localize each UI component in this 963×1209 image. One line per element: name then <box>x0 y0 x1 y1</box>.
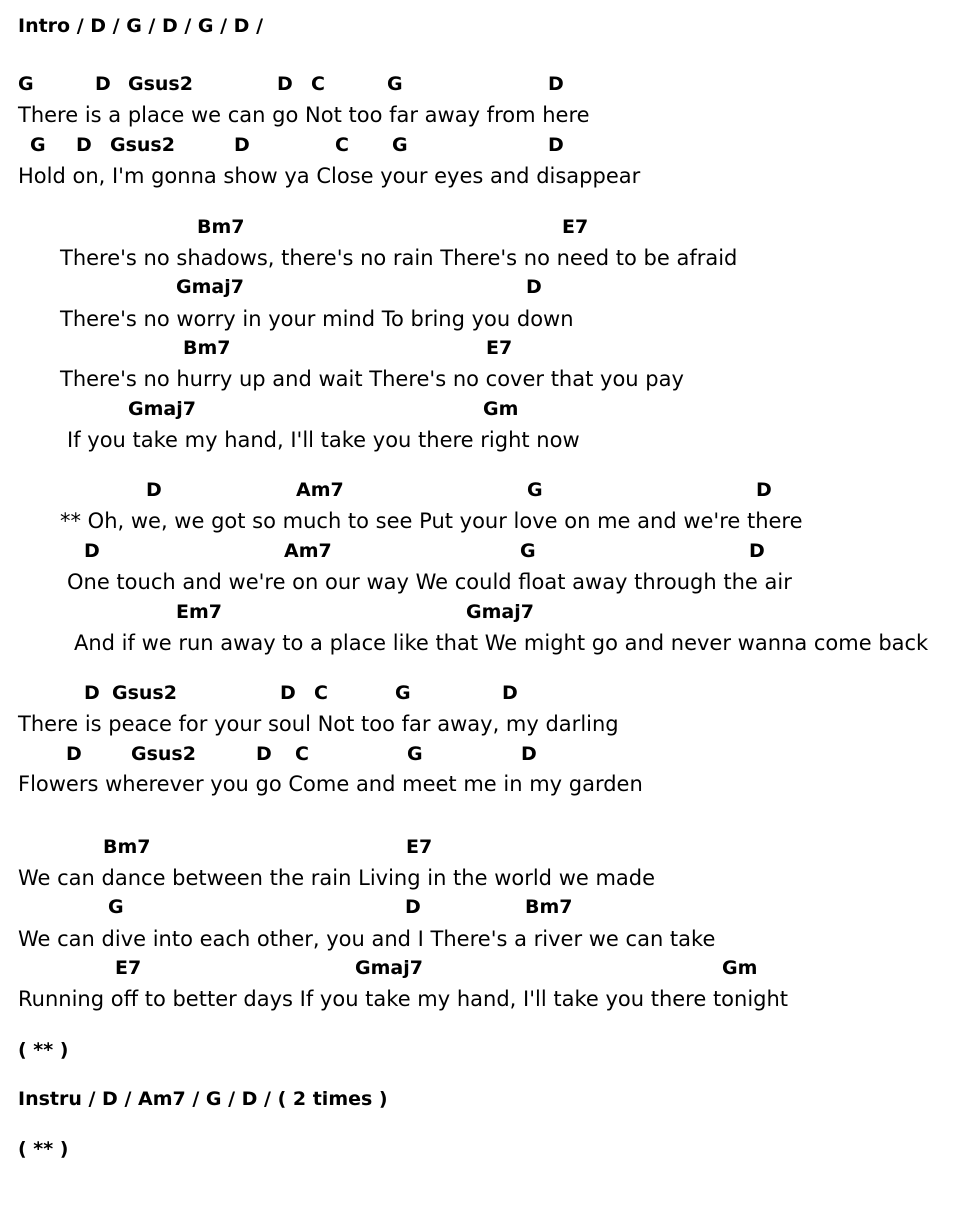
lyric-text: We can dance between the rain Living in the world we made <box>18 866 656 890</box>
chord: D <box>146 479 162 501</box>
chord: D <box>526 276 542 298</box>
prechorus1-chords-2 <box>0 275 542 299</box>
chorus-chords-2 <box>0 539 765 563</box>
prechorus2-chords-1 <box>0 835 433 859</box>
chorus-lyric-3 <box>0 629 929 657</box>
verse1-lyric-2 <box>0 162 641 190</box>
chorus-lyric-2 <box>0 568 792 596</box>
chord: Gmaj7 <box>176 276 244 298</box>
chord: G <box>387 73 403 95</box>
chord: Gm <box>722 957 758 979</box>
chord: G <box>527 479 543 501</box>
chord: D <box>548 73 564 95</box>
verse2-chords-1 <box>0 681 518 705</box>
prechorus2-lyric-3 <box>0 985 789 1013</box>
chord: D <box>749 540 765 562</box>
intro-text: Intro / D / G / D / G / D / <box>18 15 264 37</box>
chord: D <box>756 479 772 501</box>
repeat-marker: ( ** ) <box>18 1138 69 1160</box>
repeat-chorus-2 <box>0 1137 69 1161</box>
chord: D <box>84 682 100 704</box>
lyric-text: We can dive into each other, you and I There's a river we can take <box>18 927 716 951</box>
chord: D <box>84 540 100 562</box>
prechorus2-chords-2 <box>0 895 573 919</box>
verse2-chords-2 <box>0 742 537 766</box>
verse1-lyric-1 <box>0 101 590 129</box>
chord: D <box>66 743 82 765</box>
lyric-text: There's no hurry up and wait There's no cover that you pay <box>60 367 684 391</box>
chord: Am7 <box>284 540 332 562</box>
chord: D <box>548 134 564 156</box>
verse1-chords-2 <box>0 133 564 157</box>
chord: D <box>234 134 250 156</box>
chord: E7 <box>486 337 513 359</box>
chord: G <box>30 134 46 156</box>
instrumental-text: Instru / D / Am7 / G / D / ( 2 times ) <box>18 1088 388 1110</box>
lyric-text: There's no worry in your mind To bring you down <box>60 307 574 331</box>
chord: D <box>521 743 537 765</box>
chord: D <box>277 73 293 95</box>
chord: C <box>335 134 349 156</box>
chord: C <box>295 743 309 765</box>
chord: G <box>395 682 411 704</box>
chord: Am7 <box>296 479 344 501</box>
chord: D <box>405 896 421 918</box>
lyric-text: There is peace for your soul Not too far away, my darling <box>18 712 619 736</box>
prechorus2-lyric-1 <box>0 864 656 892</box>
prechorus2-lyric-2 <box>0 925 716 953</box>
chord: Gmaj7 <box>466 601 534 623</box>
lyric-text: Flowers wherever you go Come and meet me in my garden <box>18 772 643 796</box>
chord: Gsus2 <box>110 134 175 156</box>
verse1-chords-1 <box>0 72 564 96</box>
repeat-chorus-1 <box>0 1038 69 1062</box>
verse2-lyric-2 <box>0 770 643 798</box>
lyric-text: Running off to better days If you take my hand, I'll take you there tonight <box>18 987 789 1011</box>
prechorus1-lyric-3 <box>0 365 684 393</box>
lyric-text: ** Oh, we, we got so much to see Put your love on me and we're there <box>60 509 803 533</box>
chord: E7 <box>562 216 589 238</box>
chord: E7 <box>406 836 433 858</box>
chorus-chords-1 <box>0 478 772 502</box>
lyric-text: Hold on, I'm gonna show ya Close your eyes and disappear <box>18 164 641 188</box>
chord: G <box>392 134 408 156</box>
verse2-lyric-1 <box>0 710 619 738</box>
prechorus1-lyric-1 <box>0 244 738 272</box>
chord: D <box>280 682 296 704</box>
chord: Gmaj7 <box>128 398 196 420</box>
chord: D <box>502 682 518 704</box>
chord: E7 <box>115 957 142 979</box>
chord: Gsus2 <box>128 73 193 95</box>
lyric-text: There is a place we can go Not too far away from here <box>18 103 590 127</box>
lyric-text: And if we run away to a place like that We might go and never wanna come back <box>74 631 929 655</box>
chord: Gsus2 <box>112 682 177 704</box>
chord: D <box>76 134 92 156</box>
intro-line <box>0 14 264 38</box>
chord: Bm7 <box>525 896 573 918</box>
chord: G <box>520 540 536 562</box>
prechorus1-chords-1 <box>0 215 589 239</box>
chord: D <box>256 743 272 765</box>
instrumental-line <box>0 1087 388 1111</box>
chord: Gmaj7 <box>355 957 423 979</box>
chord: Gsus2 <box>131 743 196 765</box>
chord: Bm7 <box>103 836 151 858</box>
chord: Em7 <box>176 601 222 623</box>
chord: Bm7 <box>183 337 231 359</box>
chord: Gm <box>483 398 519 420</box>
chorus-lyric-1 <box>0 507 803 535</box>
chord: G <box>407 743 423 765</box>
repeat-marker: ( ** ) <box>18 1039 69 1061</box>
prechorus1-chords-4 <box>0 397 519 421</box>
lyric-text: There's no shadows, there's no rain There's no need to be afraid <box>60 246 738 270</box>
prechorus1-lyric-2 <box>0 305 574 333</box>
chord: G <box>18 73 34 95</box>
chord: C <box>314 682 328 704</box>
lyric-text: If you take my hand, I'll take you there right now <box>67 428 580 452</box>
chord: Bm7 <box>197 216 245 238</box>
chord: D <box>95 73 111 95</box>
prechorus1-chords-3 <box>0 336 513 360</box>
prechorus2-chords-3 <box>0 956 758 980</box>
lyric-text: One touch and we're on our way We could float away through the air <box>67 570 792 594</box>
chorus-chords-3 <box>0 600 534 624</box>
chord: C <box>311 73 325 95</box>
chord: G <box>108 896 124 918</box>
prechorus1-lyric-4 <box>0 426 580 454</box>
